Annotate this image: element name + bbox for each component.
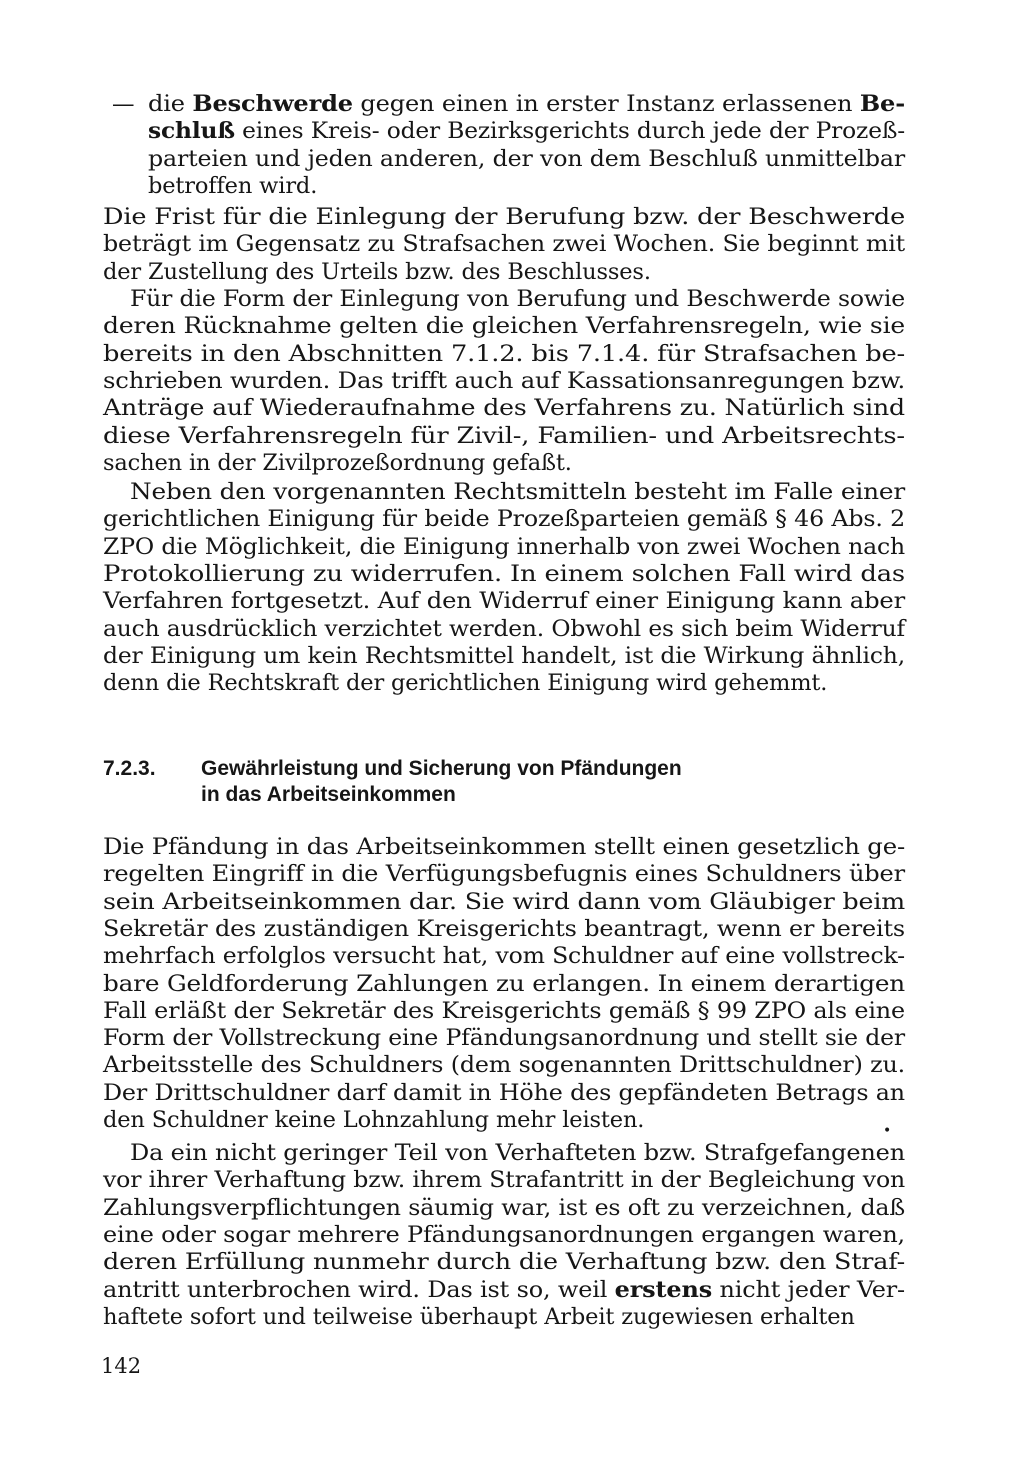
text-run: die <box>148 91 193 117</box>
text-run: ZPO die Möglichkeit, die Einigung innerhalb von zwei Wochen nach <box>103 533 906 560</box>
text-line <box>103 505 905 533</box>
text-line <box>103 230 905 258</box>
page-number: 142 <box>101 1354 142 1378</box>
text-line <box>103 422 905 450</box>
text-line <box>103 1221 905 1249</box>
text-line <box>130 285 905 313</box>
text-line <box>103 560 905 588</box>
text-line <box>103 669 827 697</box>
text-line <box>103 367 905 395</box>
bold-term: Beschwerde <box>192 91 353 117</box>
text-run: schrieben wurden. Das trifft auch auf Kassationsanregungen bzw. <box>103 367 906 394</box>
text-line <box>103 615 905 643</box>
text-line <box>148 172 317 200</box>
text-line <box>148 117 905 145</box>
text-run: deren Erfüllung nunmehr durch die Verhaftung bzw. den Straf- <box>103 1249 906 1276</box>
text-run: regelten Eingriff in die Verfügungsbefugnis eines Schuldners über <box>103 861 905 888</box>
text-line <box>103 860 905 888</box>
text-line <box>103 1079 905 1107</box>
text-run: Arbeitsstelle des Schuldners (dem sogenannten Drittschuldner) zu. <box>103 1052 906 1079</box>
text-run: Da ein nicht geringer Teil von Verhafteten bzw. Strafgefangenen <box>130 1140 905 1166</box>
text-line <box>103 1303 855 1331</box>
text-line <box>103 1248 905 1276</box>
text-run: sachen in der Zivilprozeßordnung gefaßt. <box>103 449 572 476</box>
text-line <box>103 587 905 615</box>
text-run: antritt unterbrochen wird. Das ist so, weil <box>103 1276 615 1303</box>
text-run: bare Geldforderung Zahlungen zu erlangen. In einem derartigen <box>103 970 906 997</box>
text-line <box>103 888 905 916</box>
text-line <box>103 1276 905 1304</box>
text-run: Protokollierung zu widerrufen. In einem solchen Fall wird das <box>103 560 906 587</box>
text-line <box>103 1051 905 1079</box>
text-line <box>103 970 905 998</box>
text-run: Form der Vollstreckung eine Pfändungsanordnung und stellt sie der <box>103 1025 905 1052</box>
text-run: eine oder sogar mehrere Pfändungsanordnungen ergangen waren, <box>103 1221 906 1248</box>
text-run: Anträge auf Wiederaufnahme des Verfahrens zu. Natürlich sind <box>103 395 905 422</box>
text-run: Verfahren fortgesetzt. Auf den Widerruf einer Einigung kann aber <box>103 588 906 615</box>
text-line <box>103 533 905 561</box>
text-line <box>103 997 905 1025</box>
text-run: denn die Rechtskraft der gerichtlichen Einigung wird gehemmt. <box>103 670 828 697</box>
text-line <box>103 394 905 422</box>
text-run: eines Kreis- oder Bezirksgerichts durch jede der Prozeß- <box>234 118 905 145</box>
text-run: gegen einen in erster Instanz erlassenen <box>352 91 860 117</box>
text-run: der Zustellung des Urteils bzw. des Beschlusses. <box>103 258 651 285</box>
text-line <box>103 258 651 286</box>
text-run: bereits in den Abschnitten 7.1.2. bis 7.1.4. für Strafsachen be- <box>103 340 905 367</box>
bold-term: Be- <box>859 91 906 117</box>
text-run: den Schuldner keine Lohnzahlung mehr leisten. <box>103 1107 645 1133</box>
text-line <box>148 145 905 173</box>
text-line <box>103 340 905 368</box>
text-run: parteien und jeden anderen, der von dem Beschluß unmittelbar <box>148 145 906 172</box>
section-title-line-2: in das Arbeitseinkommen <box>201 783 456 806</box>
text-run: sein Arbeitseinkommen dar. Sie wird dann vom Gläubiger beim <box>103 888 906 915</box>
text-run: beträgt im Gegensatz zu Strafsachen zwei Wochen. Sie beginnt mit <box>103 231 906 258</box>
text-line <box>103 1106 644 1134</box>
text-line <box>130 478 905 506</box>
text-run: Für die Form der Einlegung von Berufung und Beschwerde sowie <box>130 286 905 312</box>
text-run: der Einigung um kein Rechtsmittel handelt, ist die Wirkung ähnlich, <box>103 642 906 669</box>
section-number: 7.2.3. <box>103 757 156 780</box>
text-run: vor ihrer Verhaftung bzw. ihrem Strafantritt in der Begleichung von <box>103 1167 906 1194</box>
text-line <box>103 833 905 861</box>
text-run: mehrfach erfolglos versucht hat, vom Schuldner auf eine vollstreck- <box>103 943 905 970</box>
text-run: Fall erläßt der Sekretär des Kreisgerichts gemäß § 99 ZPO als eine <box>103 997 905 1024</box>
text-line <box>103 1194 905 1222</box>
text-run: diese Verfahrensregeln für Zivil-, Familien- und Arbeitsrechts- <box>103 422 905 449</box>
text-line <box>103 642 905 670</box>
text-line <box>103 915 905 943</box>
text-run: gerichtlichen Einigung für beide Prozeßparteien gemäß § 46 Abs. 2 <box>103 506 906 533</box>
text-run: deren Rücknahme gelten die gleichen Verfahrensregeln, wie sie <box>103 313 906 340</box>
list-dash-marker: — <box>112 91 135 117</box>
text-line <box>103 312 905 340</box>
text-run: auch ausdrücklich verzichtet werden. Obwohl es sich beim Widerruf <box>103 615 906 642</box>
text-run: Neben den vorgenannten Rechtsmitteln besteht im Falle einer <box>130 479 906 505</box>
text-line <box>148 90 905 118</box>
text-run: Zahlungsverpflichtungen säumig war, ist es oft zu verzeichnen, daß <box>103 1194 906 1221</box>
text-run: Der Drittschuldner darf damit in Höhe des gepfändeten Betrags an <box>103 1079 905 1106</box>
text-line <box>103 1024 905 1052</box>
text-line <box>103 1166 905 1194</box>
text-run: nicht jeder Ver- <box>712 1276 905 1303</box>
text-run: betroffen wird. <box>148 172 318 199</box>
text-run: haftete sofort und teilweise überhaupt Arbeit zugewiesen erhalten <box>103 1303 855 1330</box>
text-line <box>103 449 572 477</box>
section-title-line-1: Gewährleistung und Sicherung von Pfändungen <box>201 757 682 780</box>
bold-term: schluß <box>148 118 235 145</box>
stray-mark: • <box>883 1123 892 1139</box>
text-line <box>103 203 905 231</box>
text-run: Die Pfändung in das Arbeitseinkommen stellt einen gesetzlich ge- <box>103 834 906 860</box>
text-line <box>103 942 905 970</box>
text-line <box>130 1139 905 1167</box>
text-run: Die Frist für die Einlegung der Berufung bzw. der Beschwerde <box>103 204 906 230</box>
text-run: Sekretär des zuständigen Kreisgerichts beantragt, wenn er bereits <box>103 915 906 942</box>
bold-term: erstens <box>614 1276 713 1303</box>
